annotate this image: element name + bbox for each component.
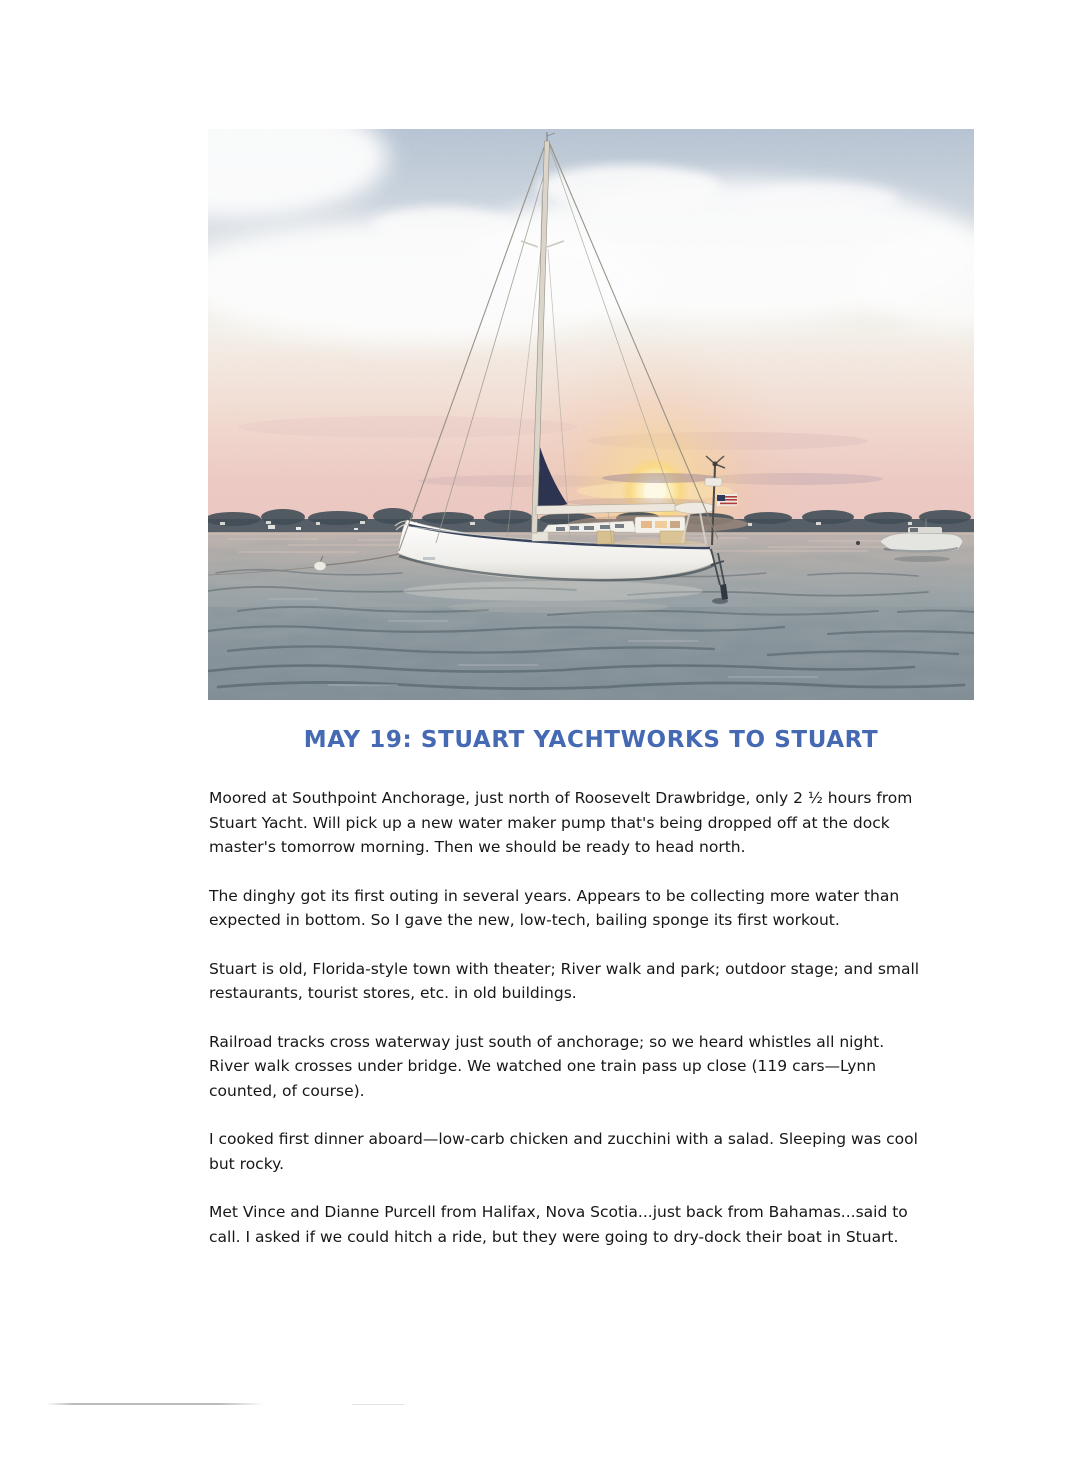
text-line: Railroad tracks cross waterway just south of anchorage; so we heard whistles all night. [209, 1032, 885, 1051]
text-line: counted, of course). [209, 1081, 365, 1100]
text-line: call. I asked if we could hitch a ride, but they were going to dry-dock their boat in Stuart. [209, 1227, 899, 1246]
journal-text [209, 786, 999, 1273]
scan-artifact-line [46, 1403, 264, 1405]
text-line: I cooked first dinner aboard—low-carb chicken and zucchini with a salad. Sleeping was cool [209, 1130, 918, 1148]
scan-artifact-smudge [352, 1404, 404, 1405]
text-line: River walk crosses under bridge. We watched one train pass up close (119 cars—Lynn [209, 1057, 877, 1075]
text-line: but rocky. [209, 1154, 285, 1173]
text-line: Met Vince and Dianne Purcell from Halifax, Nova Scotia...just back from Bahamas...said to [209, 1203, 908, 1221]
page-title: MAY 19: STUART YACHTWORKS TO STUART [303, 727, 879, 753]
paragraph [209, 1200, 999, 1249]
text-line: The dinghy got its first outing in several years. Appears to be collecting more water than [209, 886, 900, 905]
paragraph [209, 1127, 999, 1176]
text-line: Moored at Southpoint Anchorage, just north of Roosevelt Drawbridge, only 2 ½ hours from [209, 789, 913, 807]
paragraph [209, 884, 999, 933]
photo-grain [208, 129, 974, 700]
text-line: restaurants, tourist stores, etc. in old buildings. [209, 984, 577, 1002]
paragraph [209, 786, 999, 860]
paragraph [209, 1030, 999, 1104]
sailboat-sunset-illustration [208, 129, 974, 700]
paragraph [209, 957, 999, 1006]
text-line: expected in bottom. So I gave the new, low-tech, bailing sponge its first workout. [209, 911, 840, 929]
text-line: Stuart is old, Florida-style town with theater; River walk and park; outdoor stage; and small [209, 959, 920, 978]
text-line: master's tomorrow morning. Then we should be ready to head north. [209, 838, 746, 856]
text-line: Stuart Yacht. Will pick up a new water maker pump that's being dropped off at the dock [209, 813, 890, 832]
sailboat-photo [208, 129, 974, 700]
